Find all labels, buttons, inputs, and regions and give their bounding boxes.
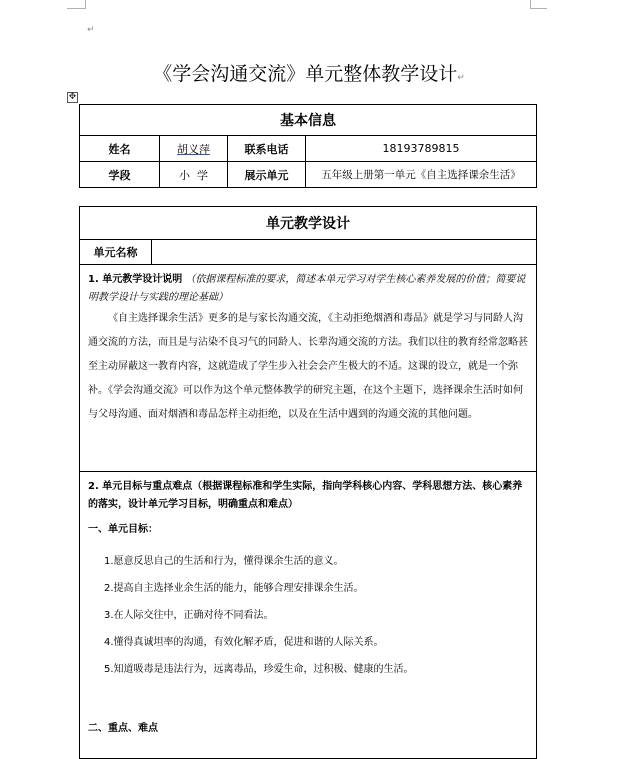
goal-item: 3.在人际交往中，正确对待不同看法。	[104, 610, 274, 621]
paragraph-mark: ↵	[87, 25, 95, 35]
unit-design-header: 单元教学设计	[80, 207, 537, 240]
goal-item: 5.知道吸毒是违法行为，远离毒品，珍爱生命，过积极、健康的生活。	[104, 664, 414, 675]
design-explanation-paragraph: 《自主选择课余生活》更多的是与家长沟通交流，《主动拒绝烟酒和毒品》就是学习与同龄人沟通交流的方法，而且是与沾染不良习气的同龄人、长辈沟通交流的方法。我们以往的教育经常忽略甚至主动屏蔽这一教育内容，这就造成了学生步入社会会产生极大的不适。这课的设立，就是一个弥补。《学会沟通交流》可以作为这个单元整体教学的研究主题，在这个主题下，选择课余生活时如何与父母沟通、面对烟酒和毒品怎样主动拒绝，以及在生活中遇到的沟通交流的其他问题。	[88, 313, 528, 420]
unit-label: 展示单元	[228, 162, 306, 188]
goal-item: 4.懂得真诚坦率的沟通，有效化解矛盾，促进和谐的人际关系。	[104, 637, 384, 648]
unit-goals-title: 一、单元目标：	[88, 524, 158, 535]
goals-list	[88, 548, 528, 683]
unit-value[interactable]: 五年级上册第一单元《自主选择课余生活》	[306, 162, 537, 188]
goal-item: 2.提高自主选择业余生活的能力，能够合理安排课余生活。	[104, 583, 364, 594]
stage-label: 学段	[80, 162, 160, 188]
goals-cell[interactable]	[80, 472, 537, 759]
page-corner-mark-right	[530, 0, 547, 9]
phone-label: 联系电话	[228, 136, 306, 162]
table-move-handle-icon[interactable]: ✥	[68, 92, 77, 102]
name-value[interactable]: 胡义萍	[177, 142, 210, 156]
goal-item: 1.愿意反思自己的生活和行为，懂得课余生活的意义。	[104, 556, 344, 567]
design-explanation-heading: 1. 单元教学设计说明 （依据课程标准的要求，简述本单元学习对学生核心素养发展的价值；简要说明教学设计与实践的理论基础）	[88, 274, 526, 303]
design-explanation-cell[interactable]	[80, 265, 537, 472]
name-label: 姓名	[80, 136, 160, 162]
goals-section-heading: 2. 单元目标与重点难点（根据课程标准和学生实际，指向学科核心内容、学科思想方法、核心素养的落实，设计单元学习目标，明确重点和难点）	[88, 481, 523, 510]
basic-info-header: 基本信息	[80, 105, 537, 136]
page-corner-mark-left	[67, 0, 86, 9]
focus-difficulty-title: 二、重点、难点	[88, 723, 158, 734]
stage-value[interactable]: 小 学	[160, 162, 228, 188]
phone-value[interactable]: 18193789815	[306, 136, 537, 162]
unit-name-value[interactable]	[152, 240, 537, 265]
document-title: 《学会沟通交流》单元整体教学设计↵	[153, 63, 465, 85]
unit-design-table	[79, 206, 537, 759]
basic-info-table	[79, 104, 537, 188]
unit-name-label: 单元名称	[80, 240, 152, 265]
design-explanation-note: （依据课程标准的要求，简述本单元学习对学生核心素养发展的价值；简要说明教学设计与实践的理论基础）	[88, 274, 526, 303]
